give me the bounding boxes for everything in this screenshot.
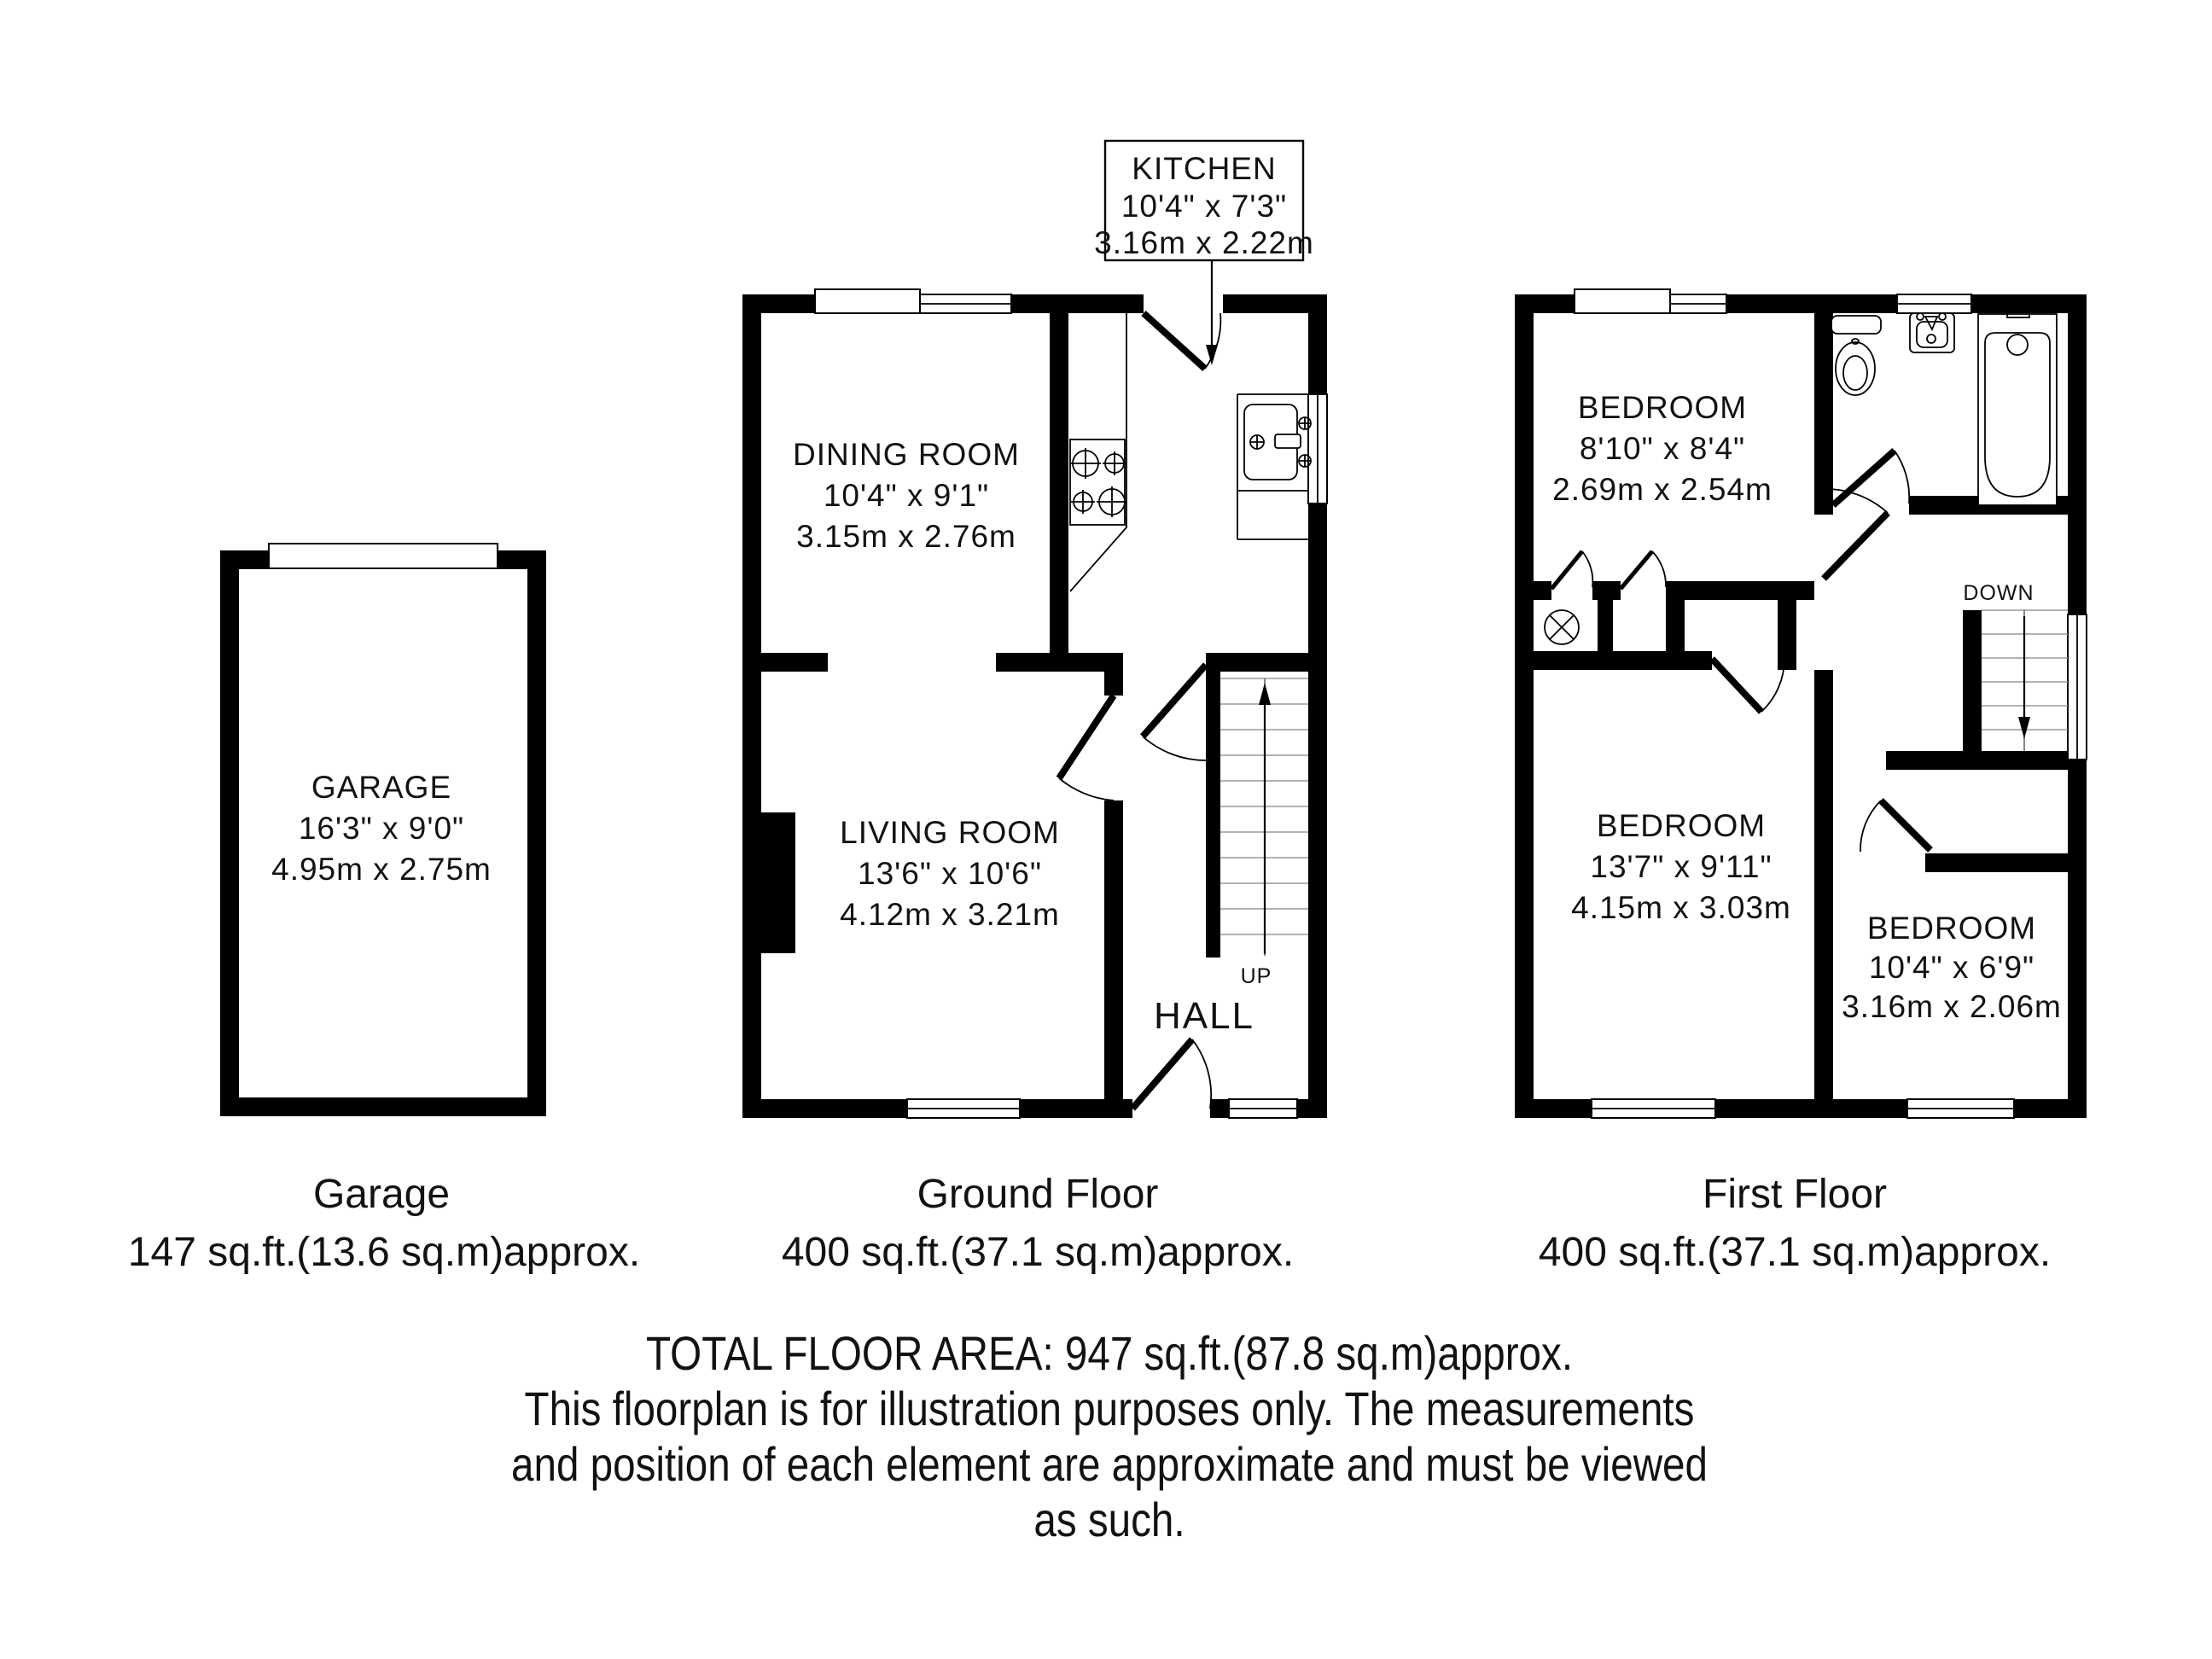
bedroom-right-label [1842, 911, 2062, 1024]
living-room-label [840, 815, 1060, 932]
chimney-breast [761, 812, 795, 953]
total-floor-area: TOTAL FLOOR AREA: 947 sq.ft.(87.8 sq.m)approx. [645, 1327, 1574, 1381]
disclaimer-line1: This floorplan is for illustration purposes only. The measurements [524, 1382, 1695, 1436]
garage-dims-metric: 4.95m x 2.75m [271, 852, 492, 887]
dining-window-icon [815, 289, 920, 313]
kitchen-dims-imperial: 10'4" x 7'3" [1121, 189, 1288, 224]
first-caption-title: First Floor [1703, 1172, 1887, 1217]
dining-name: DINING ROOM [793, 437, 1020, 472]
garage-door-opening [269, 544, 498, 568]
up-label: UP [1240, 964, 1272, 988]
disclaimer-line2: and position of each element are approximate and must be viewed [511, 1438, 1708, 1492]
garage-caption-area: 147 sq.ft.(13.6 sq.m)approx. [127, 1230, 641, 1275]
living-dims-metric: 4.12m x 3.21m [840, 897, 1060, 932]
bedroom-left-name: BEDROOM [1596, 808, 1767, 843]
bedroom-top-name: BEDROOM [1577, 390, 1748, 425]
bedroom-right-dims-imperial: 10'4" x 6'9" [1868, 950, 2035, 985]
stove-icon [1070, 439, 1127, 525]
ground-caption-title: Ground Floor [917, 1172, 1159, 1217]
bedroom-left-dims-imperial: 13'7" x 9'11" [1590, 849, 1773, 884]
bedroom-top-label [1552, 390, 1773, 507]
disclaimer-line3: as such. [1033, 1493, 1185, 1547]
dining-dims-metric: 3.15m x 2.76m [796, 519, 1016, 554]
down-label: DOWN [1963, 581, 2034, 605]
bedroom-top-dims-imperial: 8'10" x 8'4" [1579, 431, 1746, 466]
bedroom-top-window-icon [1575, 289, 1670, 313]
bedroom-left-label [1571, 808, 1791, 925]
dining-dims-imperial: 10'4" x 9'1" [823, 478, 990, 513]
bedroom-top-dims-metric: 2.69m x 2.54m [1552, 472, 1773, 507]
garage-dims-imperial: 16'3" x 9'0" [298, 811, 465, 846]
kitchen-name: KITCHEN [1132, 151, 1277, 186]
garage-name: GARAGE [311, 770, 452, 805]
living-name: LIVING ROOM [840, 815, 1060, 850]
bedroom-left-dims-metric: 4.15m x 3.03m [1571, 890, 1791, 925]
first-caption-area: 400 sq.ft.(37.1 sq.m)approx. [1538, 1230, 2052, 1275]
bathtub-icon [1978, 309, 2057, 505]
dining-room-label [793, 437, 1020, 554]
kitchen-dims-metric: 3.16m x 2.22m [1094, 225, 1314, 260]
basin-icon [1910, 313, 1954, 352]
bedroom-right-dims-metric: 3.16m x 2.06m [1842, 989, 2062, 1024]
bedroom-right-name: BEDROOM [1866, 911, 2037, 946]
hall-label: HALL [1153, 995, 1255, 1037]
living-dims-imperial: 13'6" x 10'6" [858, 856, 1042, 891]
garage-caption-title: Garage [312, 1172, 451, 1217]
ground-caption-area: 400 sq.ft.(37.1 sq.m)approx. [781, 1230, 1295, 1275]
